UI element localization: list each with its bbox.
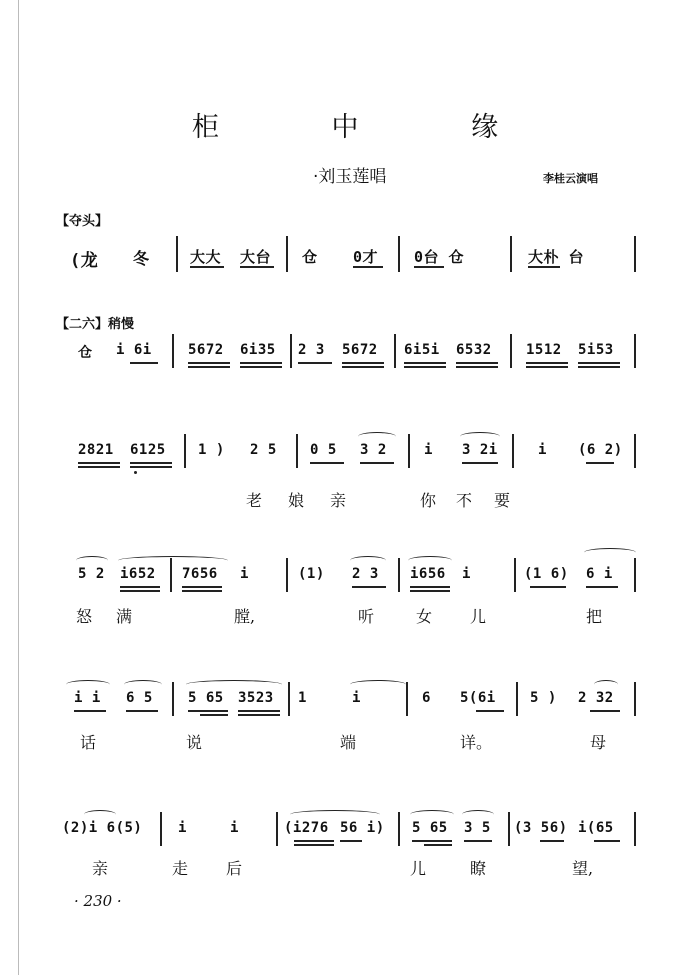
note: 2821 [78,442,114,458]
note: 6125 [130,442,166,458]
lyric: 走 [172,859,189,878]
underline [238,710,280,712]
underline [240,362,282,364]
note: 0台 仓 [414,248,465,266]
underline [526,362,568,364]
underline [594,840,620,842]
underline [456,362,498,364]
note: 1 [298,690,307,706]
barline [510,334,512,368]
underline [464,840,492,842]
note: 6i35 [240,342,276,358]
note: 5i53 [578,342,614,358]
slur [186,680,282,689]
note: 仓 [302,248,318,266]
note: (6 2) [578,442,623,458]
note: 2 32 [578,690,614,706]
underline [353,266,383,268]
note: 3 2 [360,442,387,458]
barline [288,682,290,716]
note: 2 3 [298,342,325,358]
note: 6532 [456,342,492,358]
underline [528,266,560,268]
underline [298,362,332,364]
note: 3523 [238,690,274,706]
slur [350,556,386,565]
barline [296,434,298,468]
barline [176,236,178,272]
underline [586,586,618,588]
slur [460,432,500,441]
underline [456,366,498,368]
note: (3 56) [514,820,568,836]
slur [118,556,228,565]
lyric: 膛, [234,607,256,626]
underline [238,714,280,716]
slur [584,548,636,557]
note: i652 [120,566,156,582]
barline [160,812,162,846]
lyric: 女 [416,607,433,626]
lyric: 端 [340,733,357,752]
barline [634,334,636,368]
note: 2 5 [250,442,277,458]
barline [516,682,518,716]
barline [398,558,400,592]
section-label-duotou: 【夺头】 [56,214,109,229]
underline [130,362,158,364]
page-margin-line [18,0,19,975]
note: 0才 [353,248,379,266]
page-title: 柜 中 缘 [191,112,551,143]
underline [240,366,282,368]
underline [188,710,228,712]
underline [352,586,386,588]
underline [412,840,452,842]
underline [188,362,230,364]
barline [634,236,636,272]
lyric: 听 [358,607,375,626]
note: 5 2 [78,566,105,582]
underline [342,362,384,364]
lyric: 望, [572,859,594,878]
note: 大大 [190,248,222,266]
underline [404,362,446,364]
note: 5672 [188,342,224,358]
note: 冬 [133,249,150,268]
underline [424,844,452,846]
note: (1 6) [524,566,569,582]
underline [342,366,384,368]
lyric: 详。 [460,733,493,752]
underline [294,844,334,846]
lyric: 怒满 [76,607,157,626]
barline [398,236,400,272]
note: 5(6i [460,690,496,706]
lyric: 后 [226,859,243,878]
underline [526,366,568,368]
note: i [240,566,249,582]
underline [410,586,450,588]
lyric: 瞭 [470,859,487,878]
note: i [538,442,547,458]
underline [120,586,160,588]
barline [398,812,400,846]
note: i [352,690,361,706]
lyric: 要 [494,491,511,510]
slur [290,810,380,819]
slur [124,680,162,689]
lyric: 说 [186,733,203,752]
slur [350,680,406,689]
underline [188,366,230,368]
barline [408,434,410,468]
barline [512,434,514,468]
underline [130,466,172,468]
note: i656 [410,566,446,582]
note: i [230,820,239,836]
underline [340,840,362,842]
underline [310,462,344,464]
barline [634,682,636,716]
underline [404,366,446,368]
note: 3 5 [464,820,491,836]
slur [76,556,108,565]
note: 大朴 台 [528,248,585,266]
octave-dot [134,471,137,474]
barline [514,558,516,592]
barline [184,434,186,468]
note: i i [74,690,101,706]
slur [462,810,494,819]
slur [594,680,618,689]
note: (2)i 6(5) [62,820,143,836]
lyric: 儿 [410,859,427,878]
transcriber-credit: 李桂云演唱 [543,172,598,185]
note: 1 ) [198,442,225,458]
underline [414,266,444,268]
note: 5 65 [188,690,224,706]
lyric: 母 [590,733,607,752]
note: i [462,566,471,582]
barline [634,812,636,846]
note: i(65 [578,820,614,836]
underline [130,462,172,464]
underline [190,266,224,268]
slur [84,810,116,819]
barline [634,434,636,468]
note: 3 2i [462,442,498,458]
underline [360,462,394,464]
barline [394,334,396,368]
underline [78,462,120,464]
note: 大台 [240,248,272,266]
note: 2 3 [352,566,379,582]
underline [200,714,228,716]
barline [290,334,292,368]
underline [410,590,450,592]
underline [182,590,222,592]
slur [410,810,454,819]
barline [508,812,510,846]
underline [590,710,620,712]
underline [182,586,222,588]
underline [476,710,504,712]
underline [586,462,614,464]
singer-credit: ·刘玉莲唱 [313,167,387,187]
barline [286,558,288,592]
underline [540,840,564,842]
barline [634,558,636,592]
note: 5 65 [412,820,448,836]
note: 6 5 [126,690,153,706]
barline [510,236,512,272]
barline [172,334,174,368]
note: i [424,442,433,458]
underline [126,710,158,712]
underline [294,840,334,842]
note: 仓 [78,345,93,361]
barline [406,682,408,716]
note: (龙 [70,251,99,271]
underline [78,466,120,468]
page-number: · 230 · [74,892,122,910]
section-label-erliu: 【二六】稍慢 [56,317,135,332]
note: i 6i [116,342,152,358]
underline [462,462,498,464]
note: i [178,820,187,836]
barline [286,236,288,272]
note: 0 5 [310,442,337,458]
underline [578,362,620,364]
lyric: 你不 [420,491,493,510]
underline [578,366,620,368]
barline [276,812,278,846]
note: 5672 [342,342,378,358]
note: 1512 [526,342,562,358]
barline [172,682,174,716]
barline [170,558,172,592]
slur [408,556,452,565]
lyric: 儿 [470,607,487,626]
lyric: 老娘亲 [246,491,373,510]
slur [66,680,110,689]
underline [530,586,566,588]
underline [240,266,274,268]
lyric: 把 [586,607,603,626]
note: 6i5i [404,342,440,358]
note: 56 i) [340,820,385,836]
underline [74,710,106,712]
note: (1) [298,566,325,582]
note: 6 [422,690,431,706]
note: (i276 [284,820,329,836]
note: 6 i [586,566,613,582]
slur [358,432,396,441]
underline [120,590,160,592]
lyric: 亲 [92,859,109,878]
note: 7656 [182,566,218,582]
note: 5 ) [530,690,557,706]
lyric: 话 [80,733,97,752]
